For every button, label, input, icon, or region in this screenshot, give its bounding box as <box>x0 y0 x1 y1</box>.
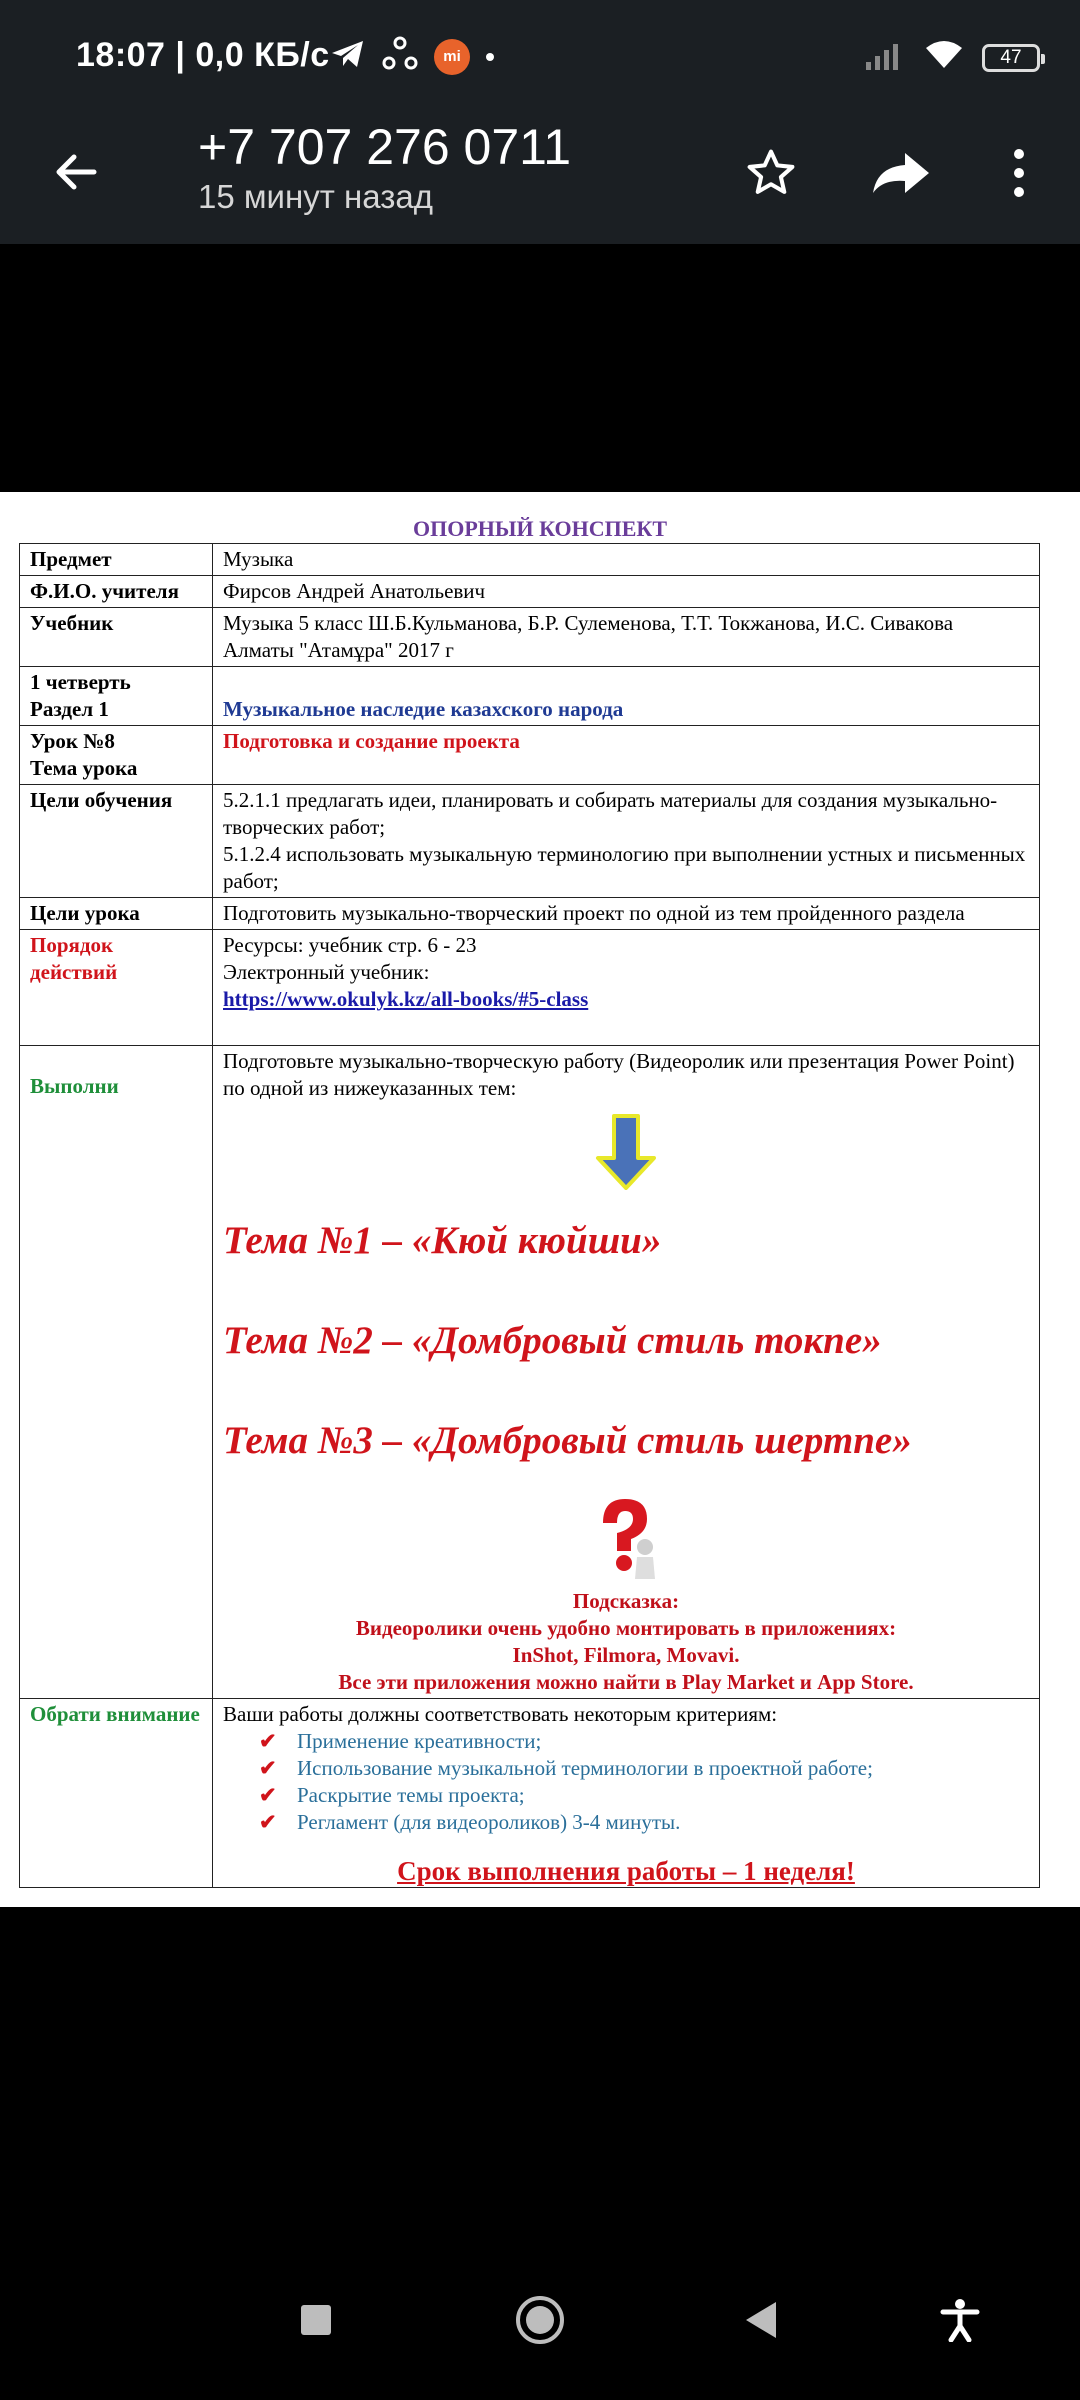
teacher-label: Ф.И.О. учителя <box>20 576 213 608</box>
battery-icon: 47 <box>982 44 1040 72</box>
recents-icon[interactable] <box>276 2280 356 2360</box>
table-row <box>20 608 1040 667</box>
learning-goals-label: Цели обучения <box>20 785 213 898</box>
procedure-label: Порядок действий <box>20 930 213 1046</box>
app-bar <box>0 118 1080 244</box>
share-icon <box>382 36 418 77</box>
notification-icons <box>330 36 494 77</box>
wifi-icon <box>924 40 964 75</box>
task-label: Выполни <box>20 1046 213 1699</box>
attention-value: Ваши работы должны соответствовать некоторым критериям: ✔ Применение креативности; ✔ Использование музыкальной терминологии в проектной работе; ✔ Раскрытие темы проекта; ✔ Регламент (для видеороликов) 3-4 минуты. Срок выполнения работы – 1 неделя! <box>213 1699 1040 1888</box>
telegram-icon <box>330 38 366 75</box>
subject-label: Предмет <box>20 544 213 576</box>
status-time: 18:07 | 0,0 КБ/с <box>76 36 330 74</box>
learning-goals-value: 5.2.1.1 предлагать идеи, планировать и собирать материалы для создания музыкально-творческих работ; 5.1.2.4 использовать музыкальную терминологию при выполнении устных и письменных работ; <box>213 785 1040 898</box>
table-row <box>20 1699 1040 1888</box>
list-item: ✔ Раскрытие темы проекта; <box>259 1783 525 1807</box>
star-icon[interactable] <box>736 138 806 208</box>
back-arrow-icon[interactable] <box>44 140 108 204</box>
topic-1: Тема №1 – «Кюй кюйши» <box>223 1219 662 1262</box>
page-title: +7 707 276 0711 <box>198 119 572 175</box>
lesson-label: Урок №8 Тема урока <box>20 726 213 785</box>
home-icon[interactable] <box>500 2280 580 2360</box>
down-arrow-icon <box>223 1102 1029 1215</box>
table-row <box>20 930 1040 1046</box>
back-icon[interactable] <box>720 2280 800 2360</box>
accessibility-icon[interactable] <box>920 2280 1000 2360</box>
list-item: ✔ Регламент (для видеороликов) 3-4 минуты. <box>259 1810 681 1834</box>
hint-title: Подсказка: <box>572 1589 680 1613</box>
attention-label: Обрати внимание <box>20 1699 213 1888</box>
status-bar <box>0 0 1080 118</box>
dot-icon <box>486 53 494 61</box>
quarter-value: Музыкальное наследие казахского народа <box>213 667 1040 726</box>
check-icon: ✔ <box>259 1810 277 1834</box>
teacher-value: Фирсов Андрей Анатольевич <box>213 576 1040 608</box>
table-row <box>20 667 1040 726</box>
lesson-goals-value: Подготовить музыкально-творческий проект по одной из тем пройденного раздела <box>213 898 1040 930</box>
more-vert-icon[interactable] <box>984 138 1054 208</box>
table-row <box>20 576 1040 608</box>
table-row <box>20 785 1040 898</box>
forward-icon[interactable] <box>866 138 936 208</box>
topic-2: Тема №2 – «Домбровый стиль токпе» <box>223 1319 882 1362</box>
deadline-text: Срок выполнения работы – 1 неделя! <box>397 1856 855 1886</box>
list-item: ✔ Применение креативности; <box>259 1729 542 1753</box>
textbook-link[interactable]: https://www.okulyk.kz/all-books/#5-class <box>223 987 589 1011</box>
subject-value: Музыка <box>213 544 1040 576</box>
table-row <box>20 898 1040 930</box>
task-value: Подготовьте музыкально-творческую работу (Видеоролик или презентация Power Point) по одной из нижеуказанных тем: Тема №1 – «Кюй кюйши» Тема №2 – «Домбровый стиль токпе» Тема №3 – «Домбровый стиль шертпе» Подсказка: Видеоролики очень удобно монтировать в приложениях: InShot, Filmora, Movavi. Все эти приложения можно найти в Play Market и App Store. <box>213 1046 1040 1699</box>
check-icon: ✔ <box>259 1783 277 1807</box>
textbook-value: Музыка 5 класс Ш.Б.Кульманова, Б.Р. Сулеменова, Т.Т. Токжанова, И.С. Сивакова Алматы "Атамұра" 2017 г <box>213 608 1040 667</box>
hint-line-1: Видеоролики очень удобно монтировать в приложениях: <box>355 1616 897 1640</box>
hint-apps: InShot, Filmora, Movavi. <box>512 1643 740 1667</box>
quarter-label: 1 четверть Раздел 1 <box>20 667 213 726</box>
table-row <box>20 726 1040 785</box>
criteria-list <box>223 1728 1029 1836</box>
page-subtitle: 15 минут назад <box>198 178 433 215</box>
document-heading: ОПОРНЫЙ КОНСПЕКТ <box>412 516 668 541</box>
question-figure-icon <box>223 1491 1029 1588</box>
signal-icon <box>864 40 906 75</box>
lesson-goals-label: Цели урока <box>20 898 213 930</box>
konspekt-table <box>19 543 1040 1888</box>
document-image[interactable] <box>0 492 1080 1907</box>
check-icon: ✔ <box>259 1729 277 1753</box>
textbook-label: Учебник <box>20 608 213 667</box>
check-icon: ✔ <box>259 1756 277 1780</box>
network-speed: | 0,0 КБ/с <box>175 36 330 74</box>
table-row <box>20 544 1040 576</box>
list-item: ✔ Использование музыкальной терминологии в проектной работе; <box>259 1756 873 1780</box>
navigation-bar <box>0 2240 1080 2400</box>
topic-3: Тема №3 – «Домбровый стиль шертпе» <box>223 1419 912 1462</box>
hint-line-3: Все эти приложения можно найти в Play Market и App Store. <box>338 1670 914 1694</box>
table-row <box>20 1046 1040 1699</box>
system-icons <box>864 40 1040 75</box>
mi-icon: mi <box>434 39 470 75</box>
lesson-value: Подготовка и создание проекта <box>213 726 1040 785</box>
procedure-value: Ресурсы: учебник стр. 6 - 23 Электронный учебник: https://www.okulyk.kz/all-books/#5-class <box>213 930 1040 1046</box>
